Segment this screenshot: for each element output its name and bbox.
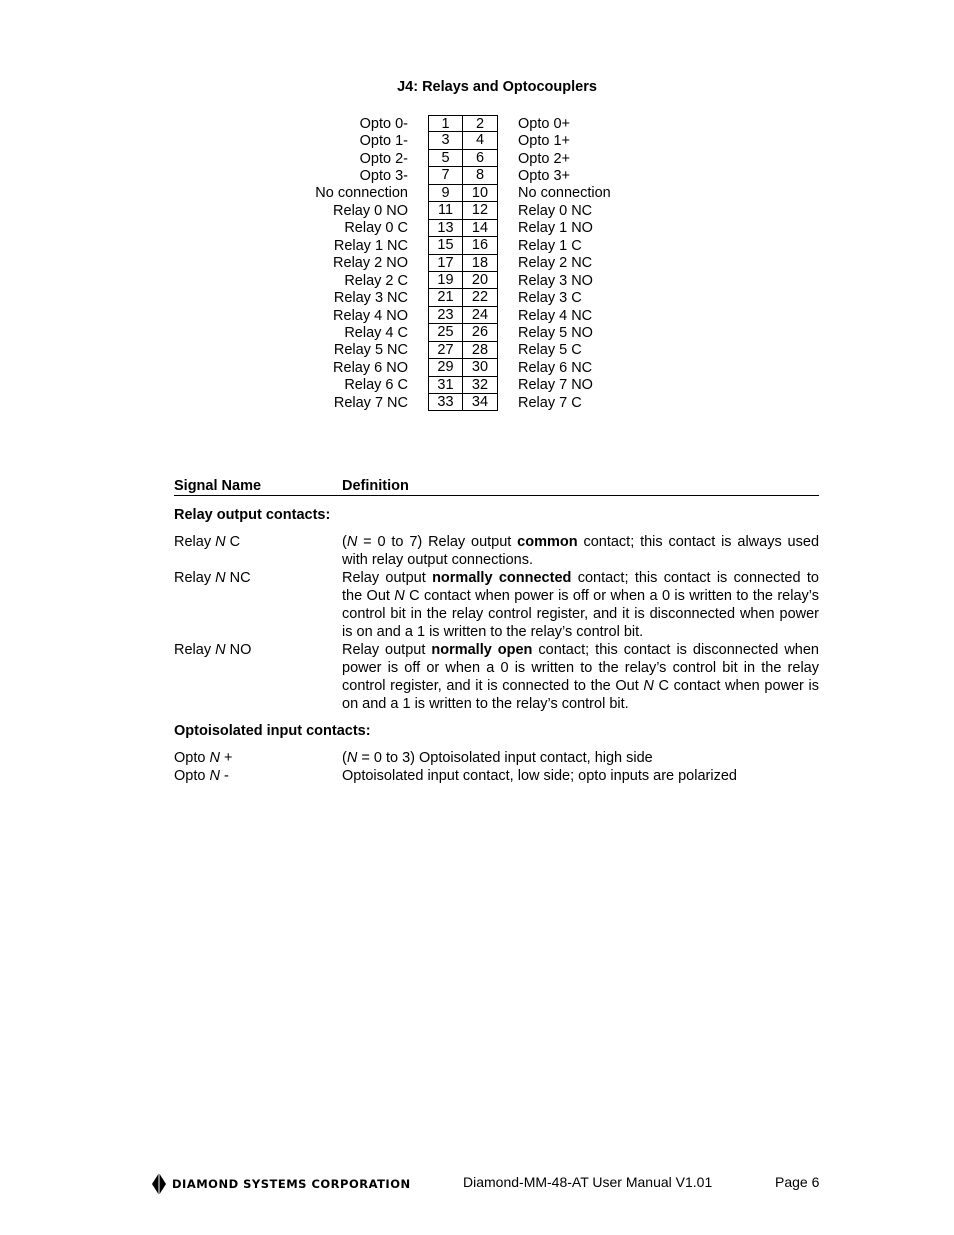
definition-header: Definition bbox=[342, 478, 409, 494]
pin-label-left: Opto 0- bbox=[359, 115, 408, 132]
pin-label-right: Opto 3+ bbox=[518, 168, 570, 185]
pin-label-left: Relay 6 NO bbox=[333, 359, 408, 376]
pin-number-even: 2 bbox=[463, 115, 498, 132]
pin-label-right: Relay 3 C bbox=[518, 290, 582, 307]
pin-number-even: 18 bbox=[463, 255, 498, 272]
pin-label-left: Opto 1- bbox=[359, 133, 408, 150]
signal-name: Opto N + bbox=[174, 750, 233, 766]
pin-label-left: Relay 7 NC bbox=[333, 394, 408, 411]
pin-label-right: Opto 1+ bbox=[518, 133, 570, 150]
def-row-relay-no bbox=[174, 641, 819, 713]
pin-row bbox=[300, 150, 658, 167]
pin-label-right: Relay 5 NO bbox=[518, 324, 593, 341]
pin-label-right: Relay 4 NC bbox=[518, 307, 593, 324]
signal-definition: (N = 0 to 3) Optoisolated input contact, high side bbox=[342, 750, 653, 766]
pin-label-right: Relay 5 C bbox=[518, 342, 582, 359]
signal-definition: Relay output normally open contact; this contact is disconnected when power is off or when a 0 is written to the relay’s control bit in the relay control register, and it is connected to the Out N C contact when power is on and a 1 is written to the relay’s control bit. bbox=[342, 642, 819, 712]
pin-row bbox=[300, 132, 658, 149]
pin-row bbox=[300, 377, 658, 394]
definitions-header bbox=[174, 477, 819, 496]
pin-number-odd: 3 bbox=[428, 132, 463, 149]
pin-label-left: Relay 5 NC bbox=[333, 342, 408, 359]
pin-label-right: Opto 2+ bbox=[518, 150, 570, 167]
pin-row bbox=[300, 220, 658, 237]
pin-label-left: Relay 6 C bbox=[344, 377, 408, 394]
pin-number-odd: 15 bbox=[428, 237, 463, 254]
pin-row bbox=[300, 289, 658, 306]
company-logo bbox=[152, 1173, 411, 1195]
pin-label-right: Relay 0 NC bbox=[518, 202, 593, 219]
signal-name: Relay N NC bbox=[174, 570, 251, 586]
pin-number-odd: 17 bbox=[428, 255, 463, 272]
pin-label-left: No connection bbox=[315, 185, 408, 202]
pin-row bbox=[300, 115, 658, 132]
pin-number-odd: 23 bbox=[428, 307, 463, 324]
def-row-opto-minus bbox=[174, 767, 819, 785]
signal-definition: Relay output normally connected contact; this contact is connected to the Out N C contact when power is off or when a 0 is written to the relay’s control bit in the relay control register, and it is disconnected when power is on and a 1 is written to the relay’s control bit. bbox=[342, 570, 819, 640]
pin-row bbox=[300, 167, 658, 184]
signal-name-header: Signal Name bbox=[174, 478, 262, 494]
pin-label-left: Relay 0 NO bbox=[333, 202, 408, 219]
pin-number-even: 8 bbox=[463, 167, 498, 184]
pin-number-even: 20 bbox=[463, 272, 498, 289]
pin-label-right: Relay 3 NO bbox=[518, 272, 593, 289]
opto-section-heading: Optoisolated input contacts: bbox=[174, 723, 371, 739]
def-row-opto-plus bbox=[174, 749, 819, 767]
pin-row bbox=[300, 324, 658, 341]
page-number: Page 6 bbox=[775, 1174, 820, 1190]
pin-number-even: 32 bbox=[463, 377, 498, 394]
pin-number-even: 12 bbox=[463, 202, 498, 219]
signal-name: Relay N C bbox=[174, 534, 241, 550]
page-footer bbox=[0, 1172, 954, 1196]
pin-label-right: Relay 2 NC bbox=[518, 255, 593, 272]
signal-definition: (N = 0 to 7) Relay output common contact; this contact is always used with relay output connections. bbox=[342, 534, 820, 568]
pin-number-odd: 13 bbox=[428, 220, 463, 237]
pin-number-even: 6 bbox=[463, 150, 498, 167]
pin-row bbox=[300, 202, 658, 219]
pin-number-even: 16 bbox=[463, 237, 498, 254]
relay-section-heading: Relay output contacts: bbox=[174, 507, 331, 523]
pin-label-left: Relay 0 C bbox=[344, 220, 408, 237]
pin-number-odd: 31 bbox=[428, 377, 463, 394]
pin-number-odd: 1 bbox=[428, 115, 463, 132]
pin-label-left: Relay 3 NC bbox=[333, 290, 408, 307]
pin-number-even: 30 bbox=[463, 359, 498, 376]
pin-row bbox=[300, 307, 658, 324]
pin-label-right: Relay 1 C bbox=[518, 237, 582, 254]
def-row-relay-c bbox=[174, 533, 819, 569]
pin-label-left: Opto 3- bbox=[359, 168, 408, 185]
pin-row bbox=[300, 342, 658, 359]
pin-row bbox=[300, 185, 658, 202]
pin-number-odd: 25 bbox=[428, 324, 463, 341]
pin-number-odd: 7 bbox=[428, 167, 463, 184]
pin-label-right: Opto 0+ bbox=[518, 115, 570, 132]
pin-number-odd: 9 bbox=[428, 185, 463, 202]
signal-definitions bbox=[174, 477, 819, 785]
pin-label-left: Relay 4 C bbox=[344, 324, 408, 341]
pin-row bbox=[300, 255, 658, 272]
pin-label-left: Relay 2 C bbox=[344, 272, 408, 289]
pin-number-even: 22 bbox=[463, 289, 498, 306]
signal-definition: Optoisolated input contact, low side; opto inputs are polarized bbox=[342, 768, 737, 784]
pin-row bbox=[300, 394, 658, 411]
pin-number-odd: 27 bbox=[428, 342, 463, 359]
pin-label-right: Relay 7 C bbox=[518, 394, 582, 411]
manual-title: Diamond-MM-48-AT User Manual V1.01 bbox=[463, 1174, 713, 1190]
pin-label-right: Relay 6 NC bbox=[518, 359, 593, 376]
pin-number-odd: 11 bbox=[428, 202, 463, 219]
pin-label-left: Relay 2 NO bbox=[333, 255, 408, 272]
pin-number-even: 26 bbox=[463, 324, 498, 341]
pin-row bbox=[300, 359, 658, 376]
page-title: J4: Relays and Optocouplers bbox=[397, 79, 597, 95]
pin-number-odd: 5 bbox=[428, 150, 463, 167]
pin-number-even: 14 bbox=[463, 220, 498, 237]
pin-number-even: 28 bbox=[463, 342, 498, 359]
pin-label-right: No connection bbox=[518, 185, 611, 202]
company-name: DIAMOND SYSTEMS CORPORATION bbox=[172, 1177, 411, 1191]
def-row-relay-nc bbox=[174, 569, 819, 641]
diamond-icon bbox=[152, 1173, 166, 1195]
pin-number-even: 10 bbox=[463, 185, 498, 202]
pin-label-left: Opto 2- bbox=[359, 150, 408, 167]
pin-number-even: 24 bbox=[463, 307, 498, 324]
pin-number-even: 34 bbox=[463, 394, 498, 411]
pin-row bbox=[300, 237, 658, 254]
pin-number-odd: 33 bbox=[428, 394, 463, 411]
signal-name: Relay N NO bbox=[174, 642, 252, 658]
signal-name: Opto N - bbox=[174, 768, 229, 784]
pin-label-right: Relay 1 NO bbox=[518, 220, 593, 237]
pin-number-odd: 29 bbox=[428, 359, 463, 376]
pin-label-right: Relay 7 NO bbox=[518, 377, 593, 394]
pin-label-left: Relay 1 NC bbox=[333, 237, 408, 254]
pin-number-odd: 21 bbox=[428, 289, 463, 306]
pin-label-left: Relay 4 NO bbox=[333, 307, 408, 324]
pin-number-odd: 19 bbox=[428, 272, 463, 289]
pin-number-even: 4 bbox=[463, 132, 498, 149]
pin-row bbox=[300, 272, 658, 289]
pinout-table bbox=[300, 115, 658, 411]
